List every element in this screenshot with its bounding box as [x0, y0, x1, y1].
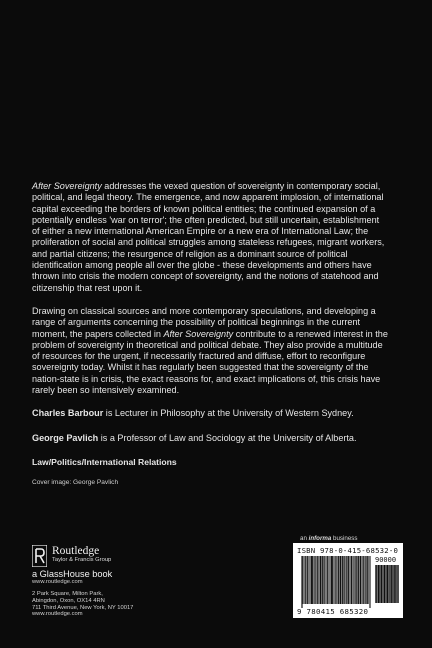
barcode-bar — [315, 556, 316, 604]
barcode-bar — [333, 556, 334, 604]
barcode-bar — [319, 556, 320, 604]
barcode-bar — [343, 556, 344, 604]
barcode-bar — [348, 556, 349, 604]
barcode-bar — [359, 556, 360, 604]
barcode-bar — [325, 556, 326, 604]
author-bio-text: is a Professor of Law and Sociology at the University of Alberta. — [98, 432, 357, 443]
barcode-bar — [331, 556, 332, 604]
barcode-bar — [353, 556, 354, 604]
barcode-bar — [393, 565, 394, 603]
barcode-bar — [321, 556, 322, 604]
barcode-bar — [312, 556, 313, 604]
barcode-bar — [338, 556, 339, 604]
barcode-bar — [311, 556, 312, 604]
informa-prefix: an — [300, 535, 309, 542]
barcode-bar — [342, 556, 343, 604]
barcode-bar — [301, 556, 302, 608]
barcode-bar — [368, 556, 369, 604]
barcode-bar — [348, 556, 349, 604]
imprint-name: a GlassHouse book — [32, 569, 113, 579]
barcode-bar — [310, 556, 311, 604]
description-paragraph-1 — [32, 181, 388, 294]
description-text: contribute to a renewed interest in the problem of sovereignty in theoretical and political debate. They also provide a multitude of resources for the urgent, if necessarily fractured and diffuse, effort to reconfigure sovereignty today. Whilst it has regularly been suggested that the sovereignty of the nation-state is in crisis, the exact reasons for, and exact implications of, this crisis have rarely been so intensively examined. — [32, 328, 388, 396]
address-line: 2 Park Square, Milton Park, — [32, 591, 103, 597]
barcode-bar — [349, 556, 350, 604]
barcode-bar — [365, 556, 366, 604]
barcode-bar — [363, 556, 364, 604]
barcode-bar — [398, 565, 399, 603]
barcode-bar — [303, 556, 304, 604]
barcode-bar — [356, 556, 357, 604]
barcode-bar — [367, 556, 368, 604]
barcode-bar — [387, 565, 388, 603]
barcode-bar — [317, 556, 318, 604]
barcode-bar — [335, 556, 336, 604]
barcode-bar — [396, 565, 397, 603]
barcode-bar — [358, 556, 359, 604]
author-bio-pavlich — [32, 433, 388, 444]
informa-brand: informa — [308, 535, 332, 542]
barcode-bar — [345, 556, 346, 604]
barcode-bar — [328, 556, 329, 604]
barcode-bar — [302, 556, 303, 608]
barcode-bar — [332, 556, 333, 604]
barcode-bar — [305, 556, 306, 604]
barcode-bar — [335, 556, 336, 604]
book-title-italic: After Sovereignty — [32, 181, 102, 191]
barcode-bar — [362, 556, 363, 604]
barcode-bar — [353, 556, 354, 604]
description-text: addresses the vexed question of sovereignty in contemporary social, political, and legal theory. The emergence, and now apparent implosion, of international capital exceeding the borders of known political entities; the continued expansion of a potentially endless 'war on terror'; the often predicted, but still uncertain, establishment of either a new international American Empire or a new era of International Law; the proliferation of social and political struggles among stateless refugees, migrant workers, and partial citizens; the resurgence of religion as a dominant source of political identification among people all over the globe - these developments and others have thrown into crisis the modern concept of sovereignty, and the notions of statehood and citizenship that rest upon it. — [32, 181, 385, 293]
author-bio-text: is Lecturer in Philosophy at the University of Western Sydney. — [103, 408, 354, 419]
publisher-block — [32, 545, 202, 618]
publisher-text — [52, 545, 111, 564]
address-line: 711 Third Avenue, New York, NY 10017 — [32, 604, 134, 611]
barcode-bar — [380, 565, 381, 603]
address-line: Abingdon, Oxon, OX14 4RN — [32, 597, 105, 604]
barcode-bar — [324, 556, 325, 604]
barcode-bar — [346, 556, 347, 604]
barcode-bar — [343, 556, 344, 604]
barcode-bar — [379, 565, 380, 603]
barcode-bar — [347, 556, 348, 604]
publisher-group: Taylor & Francis Group — [52, 557, 112, 563]
cover-credit: Cover image: George Pavlich — [32, 479, 119, 487]
barcode-bar — [352, 556, 353, 604]
barcode-bar — [322, 556, 323, 604]
barcode-bar — [381, 565, 382, 603]
publisher-name: Routledge — [52, 545, 100, 557]
author-bio-barbour — [32, 408, 388, 419]
publisher-address — [32, 591, 202, 618]
isbn-barcode — [293, 543, 403, 618]
barcode-bar — [312, 556, 313, 604]
barcode-bar — [367, 556, 368, 604]
barcode-bar — [351, 556, 352, 604]
barcode-bar — [360, 556, 361, 604]
barcode-bar — [323, 556, 324, 604]
barcode-bar — [307, 556, 308, 604]
barcode-bar — [362, 556, 363, 604]
barcode-bar — [337, 556, 338, 604]
barcode-bar — [356, 556, 357, 604]
blurb — [32, 181, 388, 489]
barcode-bar — [344, 556, 345, 604]
routledge-r-icon — [32, 545, 47, 567]
barcode-bar — [364, 556, 365, 604]
barcode-bar — [308, 556, 309, 604]
barcode-bar — [392, 565, 393, 603]
barcode-bar — [307, 556, 308, 604]
barcode-bar — [375, 565, 376, 603]
barcode-bar — [323, 556, 324, 604]
barcode-bar — [334, 556, 335, 604]
barcode-bar — [386, 565, 387, 603]
barcode-bar — [304, 556, 305, 604]
barcode-bar — [336, 556, 337, 604]
barcode-bar — [394, 565, 395, 603]
price-code: 90000 — [375, 556, 397, 564]
barcode-bar — [369, 556, 370, 608]
barcode-bar — [397, 565, 398, 603]
ean-barcode-bars — [301, 556, 371, 608]
author-name: Charles Barbour — [32, 408, 104, 419]
description-text: Drawing on classical sources and more contemporary speculations, and developing a range of arguments concerning the possibility of political beginnings in the current moment, the papers collected in — [32, 305, 376, 339]
barcode-bar — [342, 556, 343, 604]
address-line: www.routledge.com — [32, 611, 83, 618]
subject-category: Law/Politics/International Relations — [32, 456, 177, 467]
barcode-bar — [327, 556, 328, 604]
barcode-bar — [320, 556, 321, 604]
barcode-bar — [309, 556, 310, 604]
barcode-bar — [389, 565, 390, 603]
barcode-bar — [383, 565, 384, 603]
barcode-bar — [316, 556, 317, 604]
barcode-bar — [339, 556, 340, 604]
ean-number: 9 780415 685320 — [297, 607, 369, 616]
barcode-bar — [318, 556, 319, 604]
barcode-bar — [327, 556, 328, 604]
barcode-bar — [306, 556, 307, 604]
barcode-bar — [366, 556, 367, 604]
barcode-bar — [314, 556, 315, 604]
barcode-bar — [377, 565, 378, 603]
publisher-logo-row — [32, 545, 202, 567]
isbn-label: ISBN 978-0-415-68532-0 — [297, 546, 399, 555]
barcode-bar — [340, 556, 341, 604]
barcode-bar — [313, 556, 314, 604]
barcode-bar — [332, 556, 333, 604]
barcode-bar — [376, 565, 377, 603]
informa-suffix: business — [331, 535, 358, 542]
barcode-bar — [326, 556, 327, 604]
barcode-bar — [305, 556, 306, 604]
book-title-italic: After Sovereignty — [163, 328, 234, 339]
barcode-bar — [358, 556, 359, 604]
barcode-bar — [346, 556, 347, 604]
barcode-bar — [320, 556, 321, 604]
barcode-bar — [354, 556, 355, 604]
barcode-bar — [340, 556, 341, 604]
author-name: George Pavlich — [32, 432, 99, 443]
barcode-bar — [365, 556, 366, 604]
barcode-bar — [384, 565, 385, 603]
barcode-bar — [330, 556, 331, 604]
barcode-bar — [350, 556, 351, 604]
barcode-bar — [357, 556, 358, 604]
informa-business-tag — [300, 535, 357, 542]
barcode-bar — [317, 556, 318, 604]
barcode-bar — [314, 556, 315, 604]
barcode-bar — [338, 556, 339, 604]
barcode-bar — [329, 556, 330, 604]
barcode-bar — [370, 556, 371, 608]
addon-barcode-bars — [375, 565, 399, 607]
barcode-bar — [360, 556, 361, 604]
barcode-bar — [355, 556, 356, 604]
description-paragraph-2 — [32, 306, 388, 396]
publisher-website: www.routledge.com — [32, 579, 83, 585]
barcode-bar — [390, 565, 391, 603]
